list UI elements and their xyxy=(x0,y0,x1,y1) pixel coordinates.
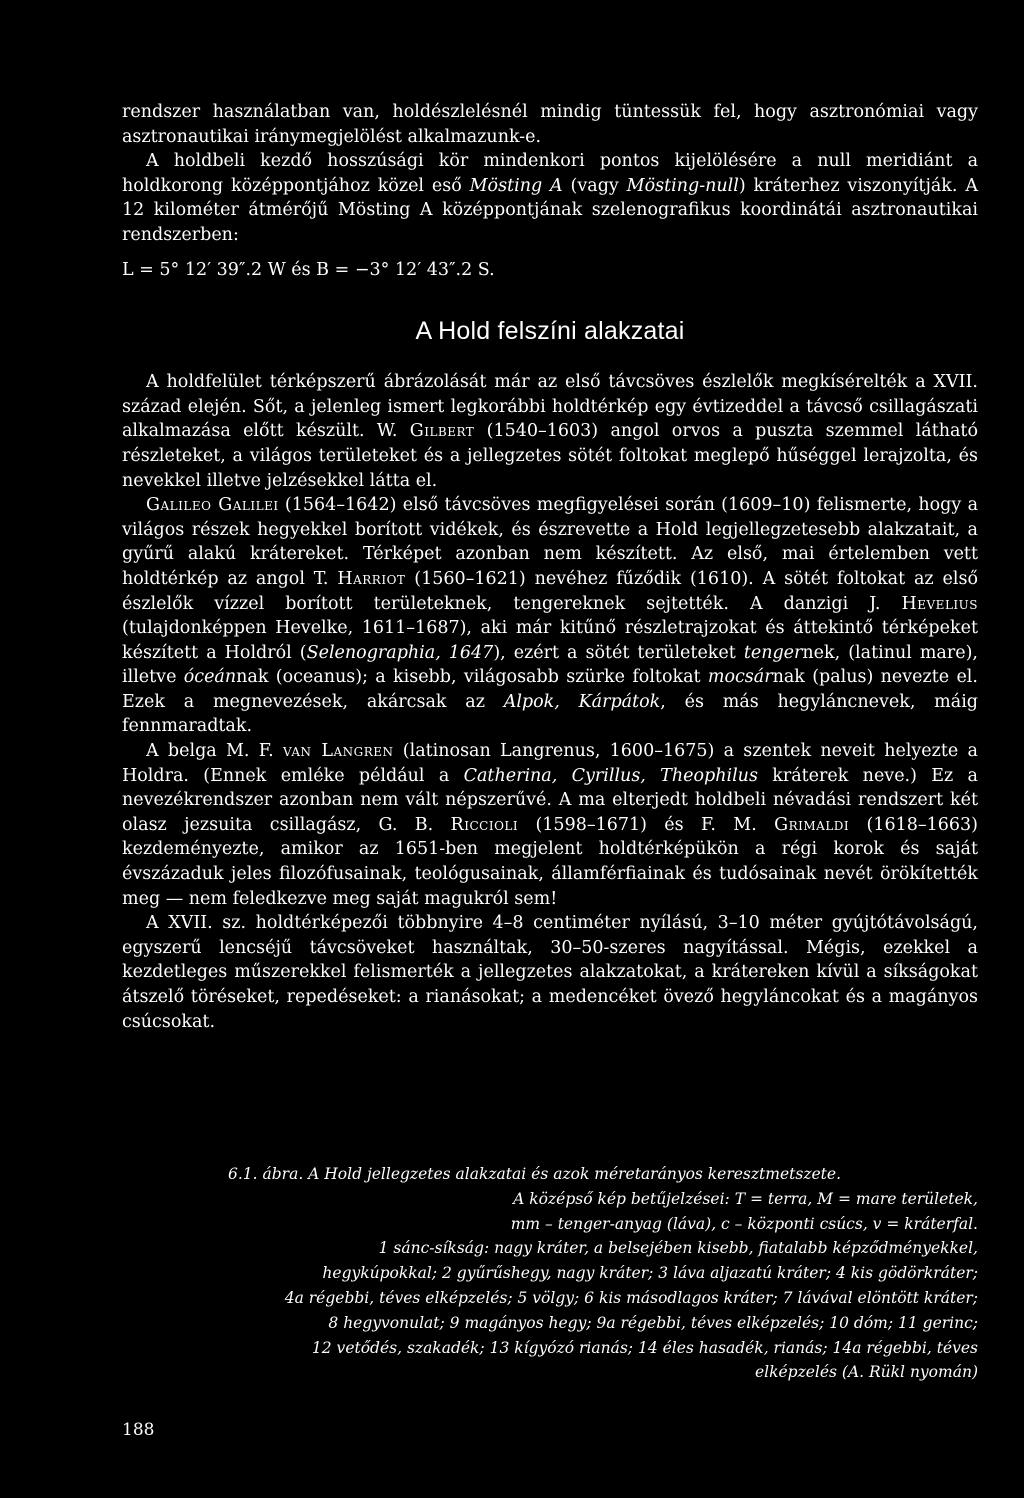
caption-line: mm – tenger-anyag (láva), c – központi csúcs, v = kráterfal. xyxy=(510,1214,978,1233)
text-run: (vagy xyxy=(562,175,627,196)
crater-name: Mösting-null xyxy=(626,175,739,196)
text-run: ), ezért a sötét területeket xyxy=(493,642,744,663)
person-name: Galileo Galilei xyxy=(146,495,279,516)
intro-paragraph-1: rendszer használatban van, holdészlelésnél mindig tüntessük fel, hogy asztronómiai vagy asztronautikai iránymegjelölést alkalmazunk-e. xyxy=(122,102,978,147)
term: mocsár xyxy=(707,667,773,688)
text-run: nak (palus) nevezte el. Ezek a megnevezések, akárcsak az xyxy=(122,667,978,712)
caption-line: elképzelés (A. Rükl nyomán) xyxy=(754,1363,978,1382)
caption-line: 4a régebbi, téves elképzelés; 5 völgy; 6 kis másodlagos kráter; 7 lávával elöntött kráter; xyxy=(284,1288,978,1307)
text-run: nak (oceanus); a kisebb, világosabb szürke foltokat xyxy=(236,667,708,688)
body-paragraph-3 xyxy=(122,739,978,911)
page-number: 188 xyxy=(122,1420,155,1440)
text-run: A belga M. F. xyxy=(146,741,284,762)
text-run: , és más hegyláncnevek, máig fennmaradtak. xyxy=(122,691,978,737)
text-run: (tulajdonképpen Hevelke, 1611–1687), aki már kitűnő részletrajzokat és áttekintő térképeket készített a Holdról ( xyxy=(122,618,978,663)
body-paragraph-4: A XVII. sz. holdtérképezői többnyire 4–8 centiméter nyílású, 3–10 méter gyújtótávolságú, egyszerű lencséjű távcsöveket használtak, 30–50-szeres nagyítással. Mégis, ezekkel a kezdetleges műszerekkel felismerték a jellegzetes alakzatokat, a krátereken kívül a síkságokat átszelő töréseket, repedéseket: a rianásokat; a medencéket övező hegyláncokat és a magányos csúcsokat. xyxy=(122,913,978,1032)
person-name: van Langren xyxy=(283,741,394,762)
crater-names: Catherina, Cyrillus, Theophilus xyxy=(463,765,758,786)
text-run: (1598–1671) és F. M. xyxy=(518,814,775,835)
person-name: Harriot xyxy=(337,568,406,589)
text-run: (1618–1663) kezdeményezte, amikor az 1651-ben megjelent holdtérképükön a régi korok és saját évszázaduk jeles filozófusainak, teológusainak, államférfiainak és tudósainak nevét örökítették meg — nem feledkezve meg saját magukról sem! xyxy=(122,814,978,909)
intro-paragraph-2 xyxy=(122,149,978,247)
text-run: A holdfelület térképszerű ábrázolását már az első távcsöves észlelők megkísérelték a XVII. század elején. Sőt, a jelenleg ismert legkorábbi holdtérkép egy évtizeddel a távcső csillagászati alkalmazása előtt készült. W. xyxy=(122,372,978,442)
caption-line: 6.1. ábra. A Hold jellegzetes alakzatai és azok méretarányos keresztmetszete. xyxy=(228,1165,842,1183)
person-name: Gilbert xyxy=(409,421,475,442)
intro-section xyxy=(122,100,978,282)
caption-line: 12 vetődés, szakadék; 13 kígyózó rianás; 14 éles hasadék, rianás; 14a régebbi, téves xyxy=(311,1338,978,1357)
book-title: Selenographia, 1647 xyxy=(306,642,494,663)
place-names: Alpok, Kárpátok xyxy=(503,691,661,712)
coordinate-formula: L = 5° 12′ 39″.2 W és B = −3° 12′ 43″.2 S. xyxy=(122,259,495,280)
person-name: Riccioli xyxy=(450,814,519,835)
text-run: (1564–1642) első távcsöves megfigyelései során (1609–10) felismerte, hogy a világos részek hegyekkel borított vidékek, és észrevette a Hold legjellegzetesebb alakzatait, a gyűrű alakú krátereket. Térképet azonban nem készített. Az első, mai értelemben vett holdtérkép az angol T. xyxy=(122,495,979,589)
text-run: (1560–1621) nevéhez fűződik (1610). A sötét foltokat az első észlelők vízzel borított területeknek, tengereknek sejtették. A danzigi J. xyxy=(122,568,978,614)
page-content xyxy=(122,100,978,1034)
text-run: A holdbeli kezdő hosszúsági kör mindenkori pontos kijelölésére a null meridiánt a holdkorong középpontjához közel eső xyxy=(122,151,978,196)
term: tenger xyxy=(743,642,803,663)
text-run: kráterek neve.) Ez a nevezékrendszer azonban nem vált népszerűvé. A ma elterjedt holdbeli névadási rendszert két olasz jezsuita csillagász, G. B. xyxy=(122,765,978,835)
body-section xyxy=(122,370,978,1034)
caption-line: hegykúpokkal; 2 gyűrűshegy, nagy kráter; 3 láva aljazatú kráter; 4 kis gödörkráter; xyxy=(322,1264,978,1283)
text-run: ) kráterhez viszonyítják. A 12 kilométer átmérőjű Mösting A középpontjának szelenografikus koordinátái asztronautikai rendszerben: xyxy=(122,175,978,245)
crater-name: Mösting A xyxy=(469,175,563,196)
caption-line: 8 hegyvonulat; 9 magányos hegy; 9a régebbi, téves elképzelés; 10 dóm; 11 gerinc; xyxy=(328,1313,978,1332)
term: óceán xyxy=(183,667,237,688)
caption-line: 1 sánc-síkság: nagy kráter, a belsejében kisebb, fiatalabb képződményekkel, xyxy=(378,1239,978,1258)
text-run: (latinosan Langrenus, 1600–1675) a szentek neveit helyezte a Holdra. (Ennek emléke például a xyxy=(122,741,978,786)
body-paragraph-2 xyxy=(122,493,978,739)
body-paragraph-1 xyxy=(122,370,978,493)
person-name: Grimaldi xyxy=(774,814,850,835)
caption-line: A középső kép betűjelzései: T = terra, M = mare területek, xyxy=(513,1189,978,1208)
text-run: (1540–1603) angol orvos a puszta szemmel látható részleteket, a világos területeket és a jellegzetes sötét foltokat meglepő hűséggel lerajzolta, és nevekkel illetve jelzésekkel látta el. xyxy=(122,421,978,491)
text-run: nek, (latinul mare), illetve xyxy=(122,642,978,688)
person-name: Hevelius xyxy=(901,593,978,614)
figure-caption xyxy=(160,1162,978,1385)
section-heading: A Hold felszíni alakzatai xyxy=(415,317,685,346)
